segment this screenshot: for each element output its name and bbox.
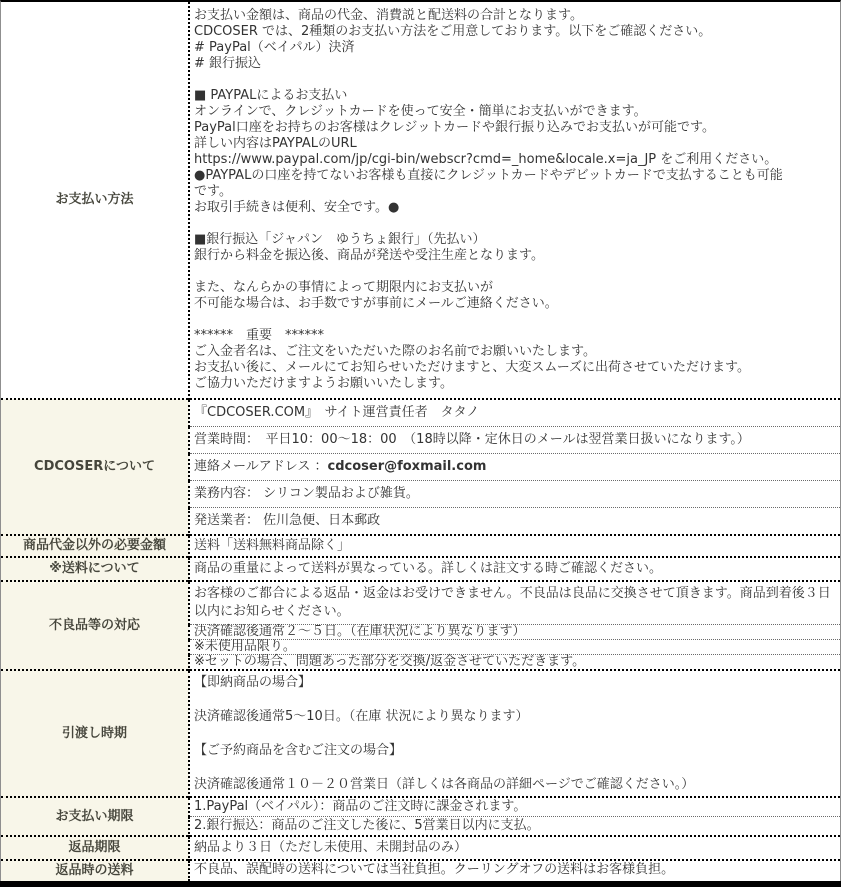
shipping-carrier-cell: 発送業者： 佐川急便、日本郵政	[189, 508, 840, 536]
text-line: 詳しい内容はPAYPALのURL	[194, 136, 357, 151]
text-line: ■ PAYPALによるお支払い	[194, 88, 348, 103]
text-line: 【即納商品の場合】	[194, 675, 312, 690]
text-line: 決済確認後通常１０－２０営業日（詳しくは各商品の詳細ページでご確認ください。）	[194, 777, 695, 792]
blank-line	[194, 216, 836, 232]
shop-info-table	[1, 2, 840, 881]
text-line: # 銀行振込	[194, 56, 262, 71]
defective-exchange-time-cell: 決済確認後通常２～５日。（在庫状況により異なります）	[189, 625, 840, 640]
payment-deadline-paypal-cell: 1.PayPal（ベイパル）：商品のご注文時に課金されます。	[189, 797, 840, 817]
row-header-defective: 不良品等の対応	[1, 581, 189, 670]
payment-deadline-bank-cell: 2.銀行振込：商品のご注文した後に、5営業日以内に支払。	[189, 817, 840, 837]
text-line: CDCOSER では、2種類のお支払い方法をご用意しております。以下をご確認ください。	[194, 24, 712, 39]
business-hours-cell: 営業時間： 平日10：00～18：00 （18時以降・定休日のメールは翌営業日扱いになります。）	[189, 427, 840, 454]
blank-line	[194, 72, 836, 88]
text-line: ご入金者名は、ご注文をいただいた際のお名前でお願いいたします。	[194, 344, 596, 359]
paypal-url-text: https://www.paypal.com/jp/cgi-bin/webscr?cmd=_home&locale.x=ja_JP をご利用ください。	[194, 152, 778, 167]
text-line: # PayPal（ベイパル）決済	[194, 40, 355, 55]
text-line: また、なんらかの事情によって期限内にお支払いが	[194, 280, 494, 295]
row-header-about: CDCOSERについて	[1, 399, 189, 535]
text-line: ■銀行振込「ジャパン ゆうちょ銀行」（先払い）	[194, 232, 486, 247]
row-header-return-shipping: 返品時の送料	[1, 860, 189, 881]
blank-line	[194, 264, 836, 280]
blank-line	[194, 312, 836, 328]
row-header-payment-deadline: お支払い期限	[1, 797, 189, 836]
text-line: ご協力いただけますようお願いいたします。	[194, 376, 453, 391]
business-description-cell: 業務内容： シリコン製品および雑貨。	[189, 481, 840, 508]
blank-line	[194, 759, 836, 776]
shipping-note-cell: 商品の重量によって送料が異なっている。詳しくは註文する時ご確認ください。	[189, 557, 840, 581]
text-line: 【ご予約商品を含むご注文の場合】	[194, 743, 403, 758]
text-line: 不可能な場合は、お手数ですが事前にメールご連絡ください。	[194, 296, 558, 311]
row-header-shipping-note: ※送料について	[1, 557, 189, 581]
row-header-return-deadline: 返品期限	[1, 836, 189, 860]
defective-set-policy-cell: ※セットの場合、問題あった部分を交換/返金させていただきます。	[189, 655, 840, 671]
defective-unused-only-cell: ※未使用品限り。	[189, 640, 840, 655]
text-line: オンラインで、クレジットカードを使って安全・簡単にお支払いができます。	[194, 104, 647, 119]
row-header-extra-fees: 商品代金以外の必要金額	[1, 535, 189, 557]
contact-email: cdcoser@foxmail.com	[327, 459, 487, 474]
blank-line	[194, 725, 836, 742]
return-shipping-cell: 不良品、誤配時の送料については当社負担。クーリングオフの送料はお客様負担。	[189, 860, 840, 881]
text-line: ●PAYPALの口座を持てないお客様も直接にクレジットカードやデビットカードで支払することも可能	[194, 168, 783, 183]
text-line: お支払い金額は、商品の代金、消費説と配送料の合計となります。	[194, 8, 583, 23]
delivery-time-cell	[189, 670, 840, 797]
site-manager-cell: 『CDCOSER.COM』 サイト運営責任者 タタノ	[189, 399, 840, 427]
bottom-black-bar	[0, 881, 841, 887]
return-deadline-cell: 納品より３日（ただし未使用、未開封品のみ）	[189, 836, 840, 860]
text-line: お取引手続きは便利、安全です。●	[194, 200, 400, 215]
extra-fees-cell: 送料「送料無料商品除く」	[189, 535, 840, 557]
row-header-delivery-time: 引渡し時期	[1, 670, 189, 797]
text-line: 銀行から料金を振込後、商品が発送や受注生産となります。	[194, 248, 544, 263]
defective-policy-cell: お客様のご都合による返品・返金はお受けできません。不良品は良品に交換させて頂きます。商品到着後３日以内にお知らせください。	[189, 581, 840, 625]
text-line: 決済確認後通常5～10日。（在庫 状況により異なります）	[194, 709, 529, 724]
payment-method-cell	[189, 2, 840, 399]
text-line: です。	[194, 184, 232, 199]
important-note-heading: ****** 重要 ******	[194, 328, 325, 343]
row-header-payment-method: お支払い方法	[1, 2, 189, 399]
contact-email-cell	[189, 454, 840, 481]
blank-line	[194, 691, 836, 708]
contact-email-label: 連絡メールアドレス ：	[194, 459, 328, 474]
text-line: PayPal口座をお持ちのお客様はクレジットカードや銀行振り込みでお支払いが可能です。	[194, 120, 715, 135]
text-line: お支払い後に、メールにてお知らせいただけますと、大変スムーズに出荷させていただけます。	[194, 360, 751, 375]
